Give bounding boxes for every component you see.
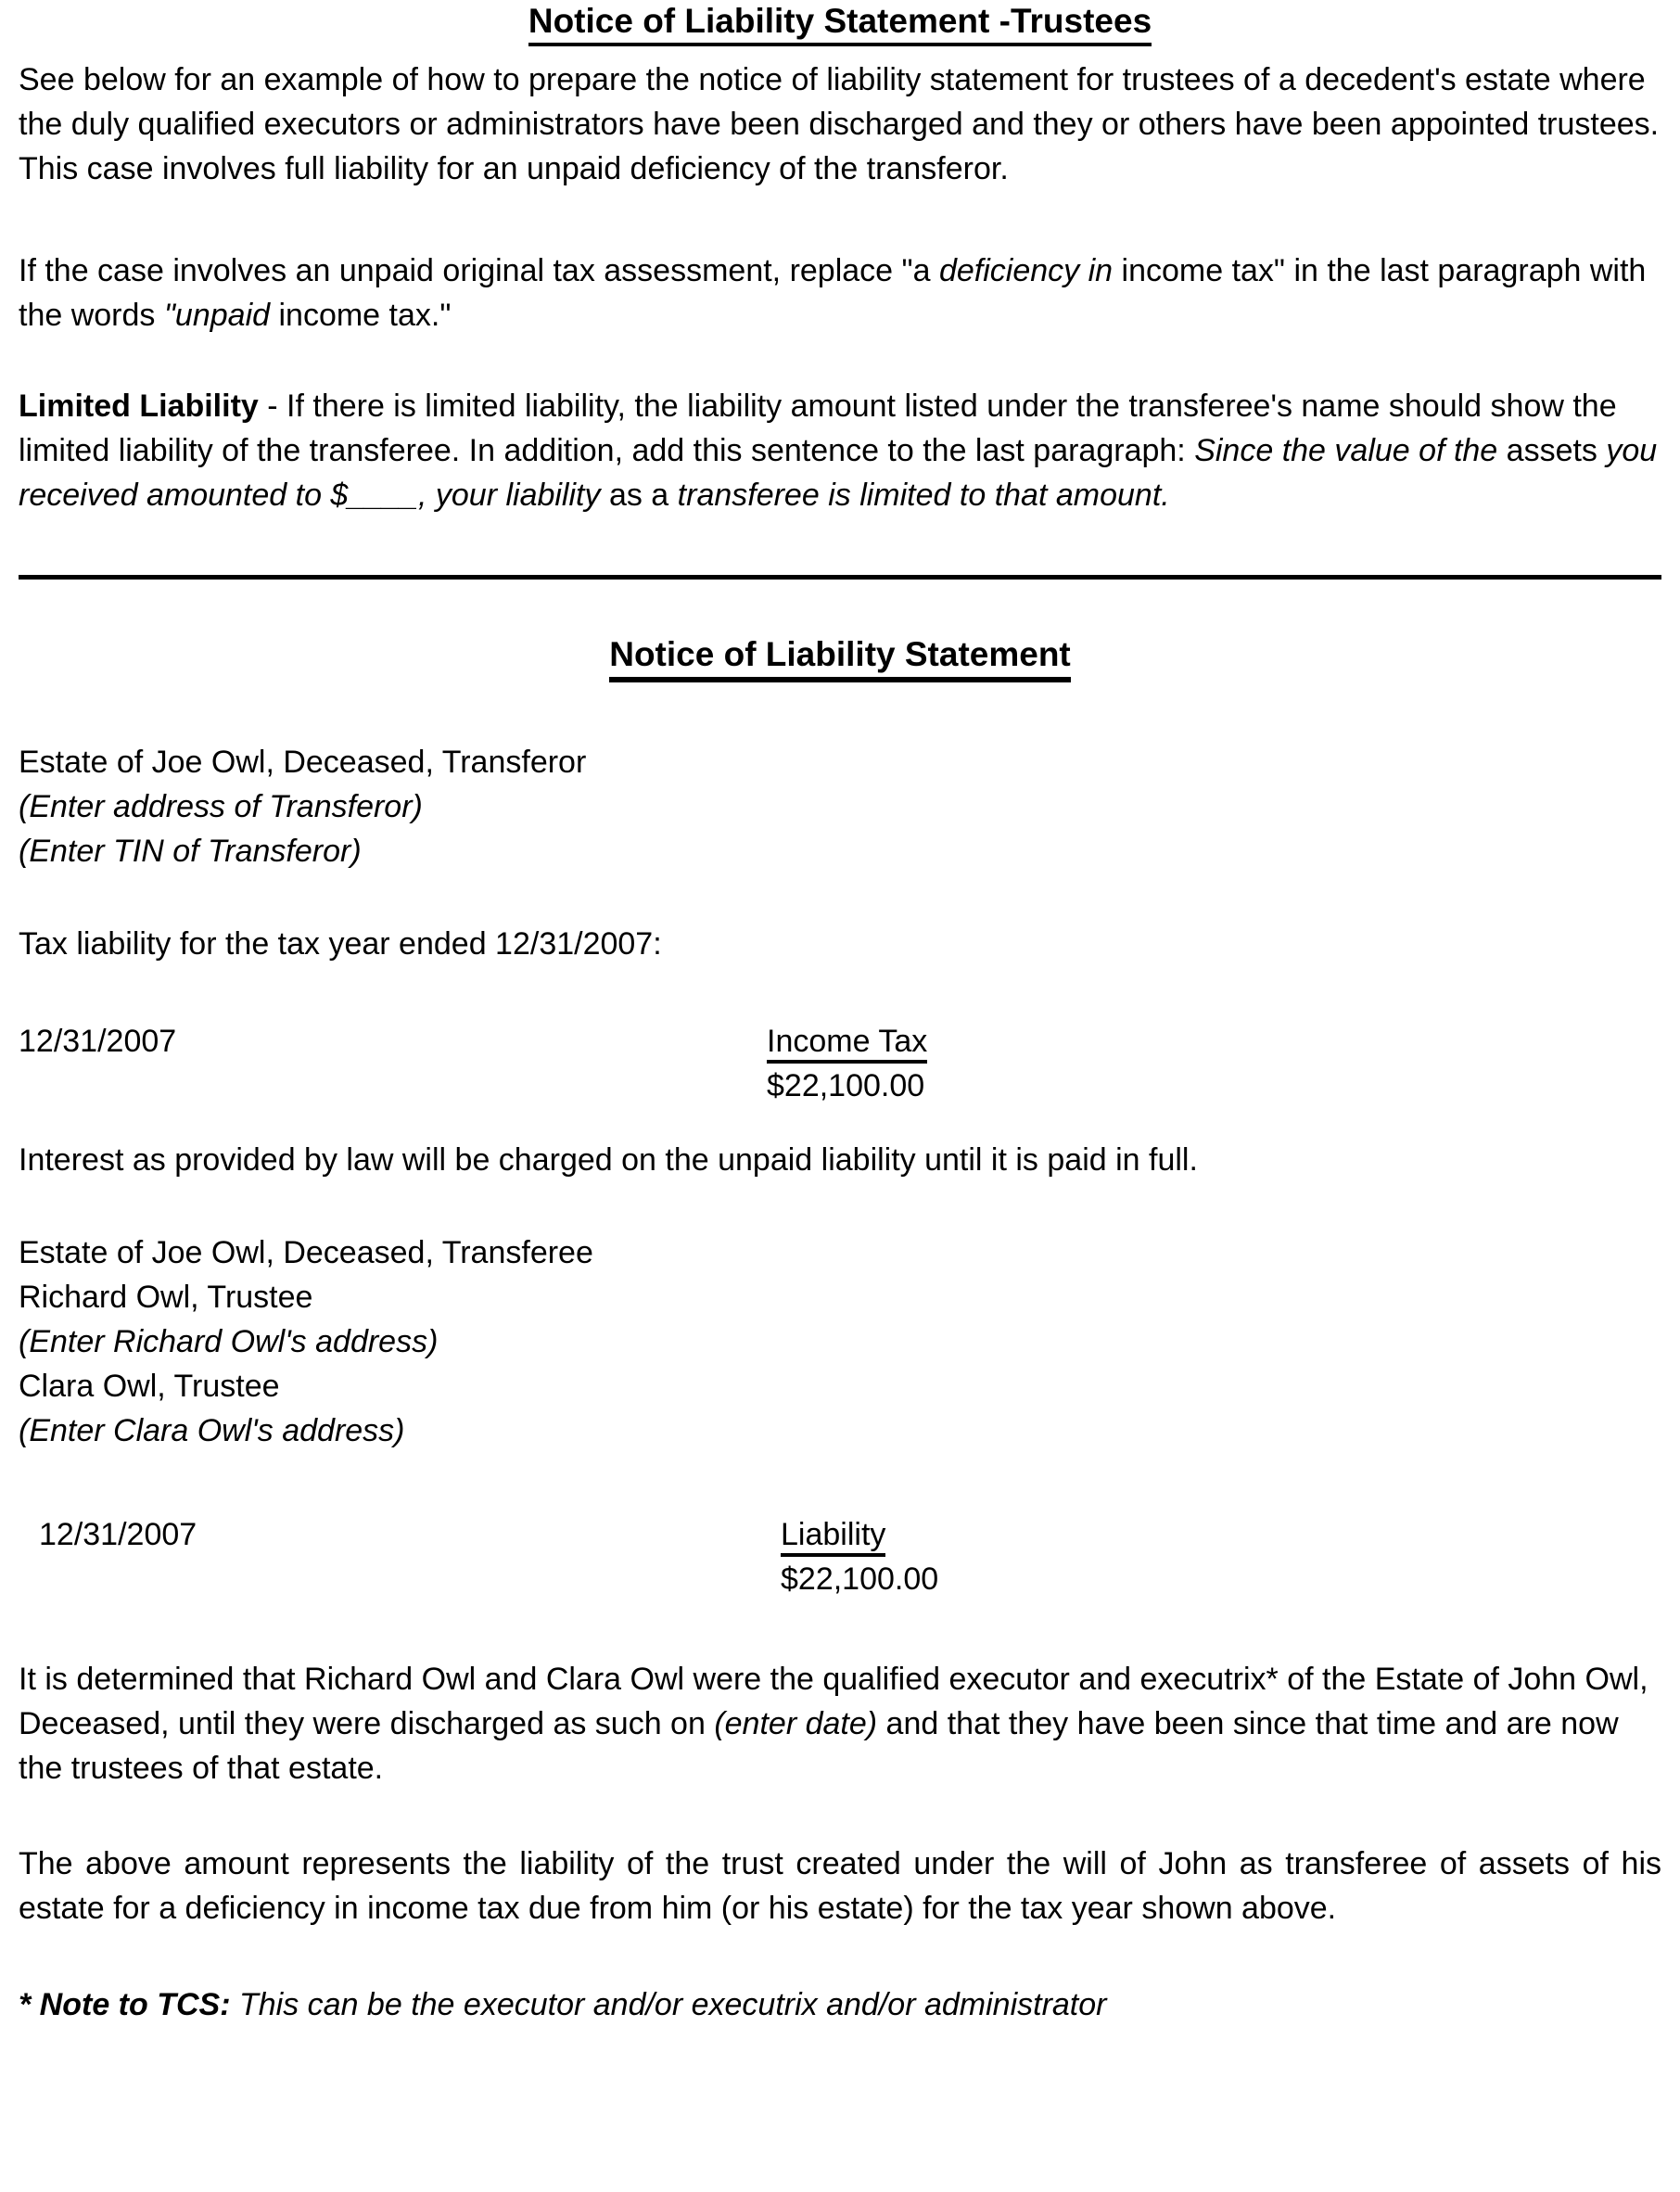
determined-italic-segment: (enter date) — [714, 1706, 878, 1741]
limited-liability-italic-segment: you received amounted to $____, your liability — [19, 433, 1658, 513]
determined-segment: It is determined that Richard Owl and Clara Owl were the qualified executor and executrix* of the Estate of John Owl, Deceased, until they were discharged as such on — [19, 1662, 1648, 1741]
determined-paragraph — [19, 1657, 1661, 1791]
liability-amount: $22,100.00 — [781, 1561, 939, 1597]
liability-date: 12/31/2007 — [39, 1517, 197, 1552]
note-to-tcs — [19, 1982, 1661, 2027]
limited-liability-paragraph — [19, 384, 1661, 517]
intro-paragraph-1: See below for an example of how to prepare the notice of liability statement for trustees of a decedent's estate where the duly qualified executors or administrators have been discharged and they or others have been appointed trustees. This case involves full liability for an unpaid deficiency of the transferor. — [19, 62, 1660, 186]
liability-column — [781, 1512, 938, 1601]
tax-year-line: Tax liability for the tax year ended 12/31/2007: — [19, 926, 662, 962]
statement-heading-text: Notice of Liability Statement — [609, 633, 1071, 682]
intro-paragraph-2 — [19, 249, 1661, 338]
trustee1-name: Richard Owl, Trustee — [19, 1280, 313, 1315]
income-tax-column — [767, 1019, 927, 1108]
income-tax-date: 12/31/2007 — [19, 1024, 177, 1059]
statement-heading — [19, 633, 1661, 682]
liability-row — [19, 1512, 1661, 1601]
income-tax-label-line — [767, 1019, 927, 1064]
transferor-tin-placeholder: (Enter TIN of Transferor) — [19, 834, 362, 869]
above-amount-paragraph: The above amount represents the liability of the trust created under the will of John as transferee of assets of his estate for a deficiency in income tax due from him (or his estate) for the tax year shown above. — [19, 1846, 1661, 1926]
income-tax-row — [19, 1019, 1661, 1108]
limited-liability-segment: - If there is limited liability, the liability amount listed under the transferee's name should show the limited liability of the transferee. In addition, add this sentence to the last paragraph: — [19, 389, 1617, 468]
intro-p2-segment: income tax." — [270, 298, 452, 333]
trustee1-address-placeholder: (Enter Richard Owl's address) — [19, 1324, 439, 1359]
section-divider — [19, 575, 1661, 580]
intro-p2-italic-segment: "unpaid — [163, 298, 271, 333]
document-title — [19, 2, 1661, 46]
transferee-name: Estate of Joe Owl, Deceased, Transferee — [19, 1235, 593, 1270]
liability-label: Liability — [781, 1517, 885, 1557]
limited-liability-lead: Limited Liability — [19, 389, 259, 424]
trustee2-name: Clara Owl, Trustee — [19, 1369, 280, 1404]
transferor-name: Estate of Joe Owl, Deceased, Transferor — [19, 745, 587, 780]
limited-liability-italic-segment: transferee is limited to that amount. — [677, 478, 1170, 513]
transferor-block — [19, 740, 1661, 873]
intro-p2-segment: If the case involves an unpaid original tax assessment, replace "a — [19, 253, 939, 288]
limited-liability-segment: assets — [1497, 433, 1607, 468]
limited-liability-segment: as a — [600, 478, 678, 513]
transferee-block — [19, 1230, 1661, 1453]
interest-line: Interest as provided by law will be charged on the unpaid liability until it is paid in full. — [19, 1142, 1198, 1178]
transferor-address-placeholder: (Enter address of Transferor) — [19, 789, 423, 824]
determined-segment: and that they have been since that time and are now the trustees of that estate. — [19, 1706, 1619, 1786]
intro-p2-segment: income tax" in the last paragraph with the words — [19, 253, 1647, 333]
liability-label-line — [781, 1512, 938, 1557]
note-lead: * Note to TCS: — [19, 1987, 231, 2022]
limited-liability-italic-segment: Since the value of the — [1194, 433, 1498, 468]
intro-p2-italic-segment: deficiency in — [938, 253, 1114, 288]
trustee2-address-placeholder: (Enter Clara Owl's address) — [19, 1413, 405, 1448]
document-title-text: Notice of Liability Statement -Trustees — [528, 2, 1152, 46]
income-tax-label: Income Tax — [767, 1024, 927, 1064]
note-text: This can be the executor and/or executrix and/or administrator — [230, 1987, 1107, 2022]
income-tax-amount: $22,100.00 — [767, 1068, 925, 1103]
